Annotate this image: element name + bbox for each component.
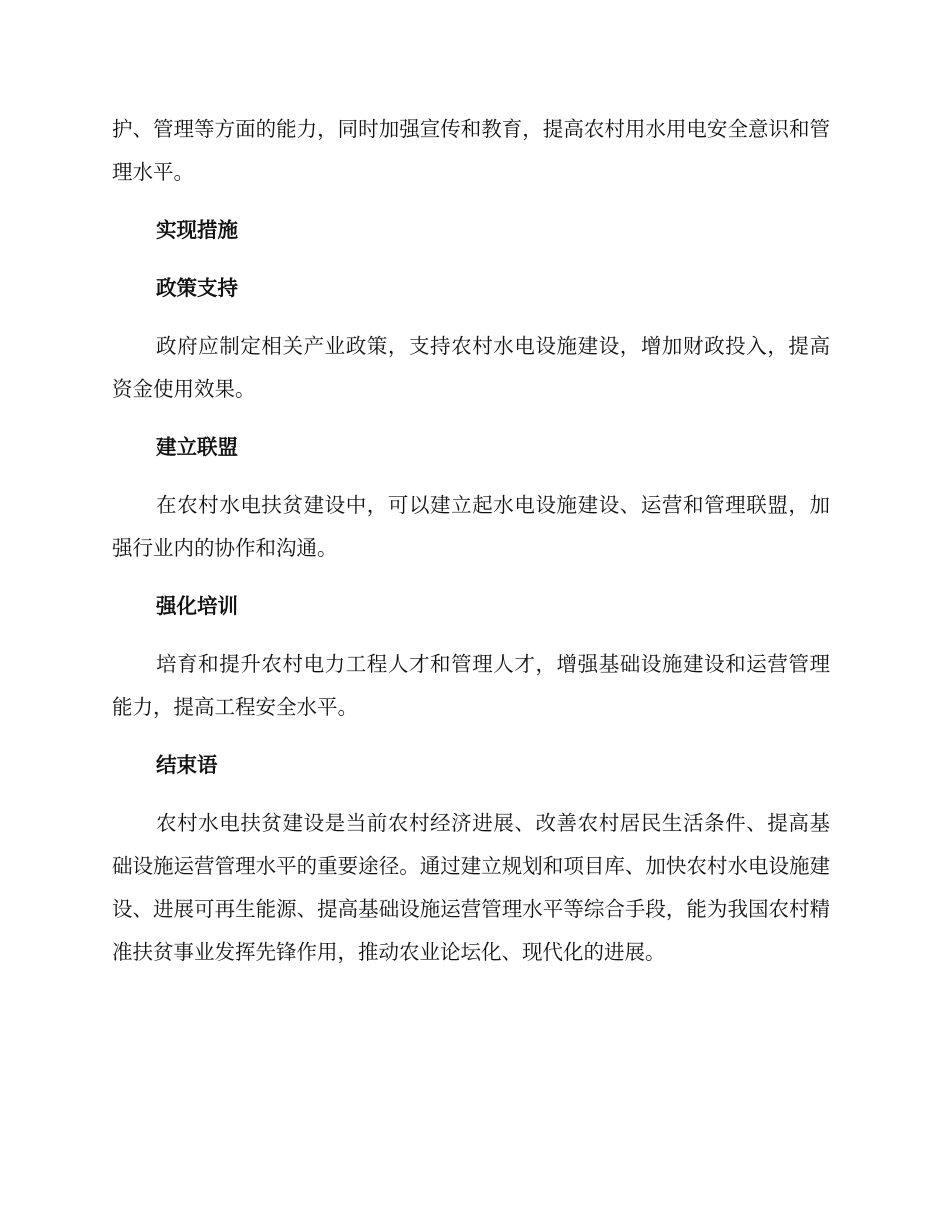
paragraph-build-alliance: 在农村水电扶贫建设中，可以建立起水电设施建设、运营和管理联盟，加强行业内的协作和沟通。 (112, 493, 830, 560)
paragraph-policy-support: 政府应制定相关产业政策，支持农村水电设施建设，增加财政投入，提高资金使用效果。 (112, 334, 830, 401)
paragraph-continuation: 护、管理等方面的能力，同时加强宣传和教育，提高农村用水用电安全意识和管理水平。 (112, 117, 830, 184)
heading-strengthen-training: 强化培训 (156, 594, 238, 618)
paragraph-strengthen-training: 培育和提升农村电力工程人才和管理人才，增强基础设施建设和运营管理能力，提高工程安全水平。 (112, 652, 830, 719)
heading-build-alliance: 建立联盟 (156, 435, 238, 459)
heading-policy-support: 政策支持 (156, 276, 238, 300)
heading-implementation-measures: 实现措施 (156, 218, 238, 242)
paragraph-conclusion: 农村水电扶贫建设是当前农村经济进展、改善农村居民生活条件、提高基础设施运营管理水平的重要途径。通过建立规划和项目库、加快农村水电设施建设、进展可再生能源、提高基础设施运营管理水平等综合手段，能为我国农村精准扶贫事业发挥先锋作用，推动农业论坛化、现代化的进展。 (112, 811, 830, 964)
document-page (112, 108, 830, 974)
heading-conclusion: 结束语 (156, 753, 218, 777)
